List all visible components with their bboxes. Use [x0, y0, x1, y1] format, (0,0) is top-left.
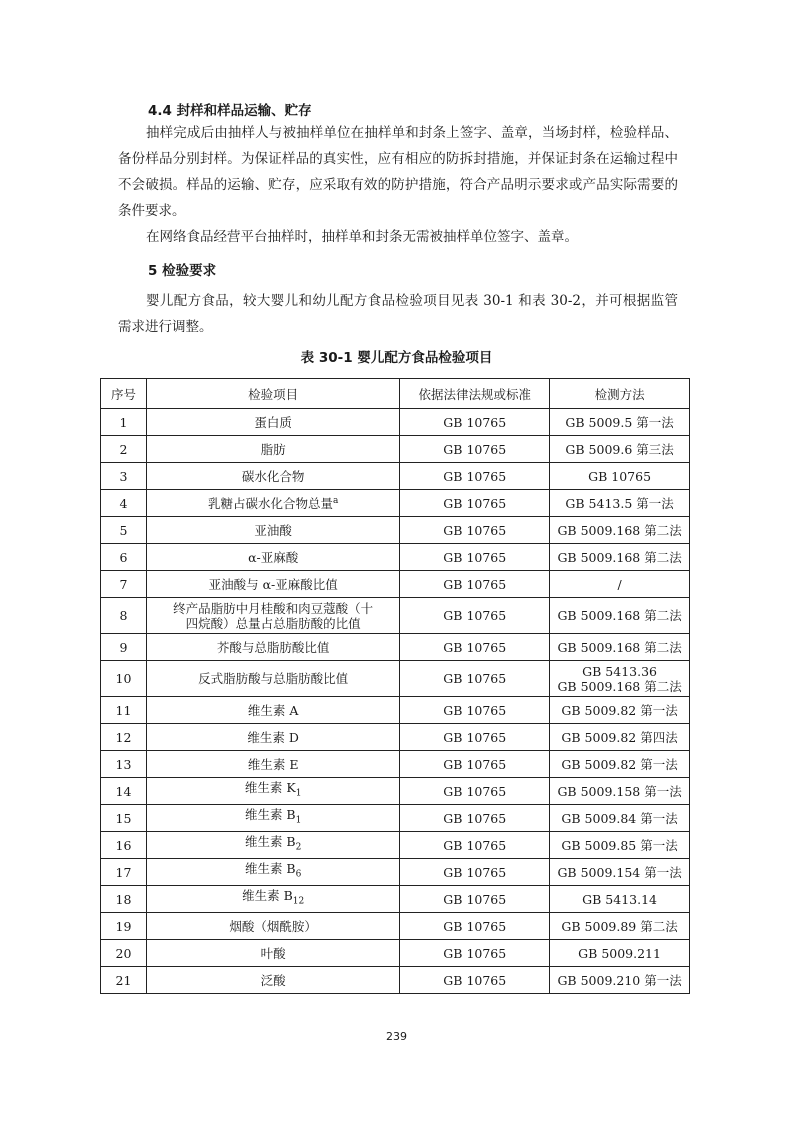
cell-method: [550, 859, 690, 886]
cell-no: [101, 697, 147, 724]
cell-item: [146, 724, 399, 751]
cell-method: [550, 544, 690, 571]
cell-standard-text: GB 10765: [443, 549, 507, 565]
cell-method: [550, 778, 690, 805]
cell-no: [101, 940, 147, 967]
table-row: [101, 859, 690, 886]
section-4-4-heading: 4.4 封样和样品运输、贮存: [148, 103, 312, 119]
cell-method-text: GB 5009.6 第三法: [565, 441, 674, 457]
cell-standard-text: GB 10765: [443, 837, 507, 853]
cell-method: [550, 751, 690, 778]
subscript: 2: [295, 842, 302, 853]
cell-item: [146, 697, 399, 724]
cell-method-text: GB 5009.84 第一法: [561, 810, 678, 826]
cell-method: [550, 517, 690, 544]
cell-method: [550, 634, 690, 661]
cell-method: [550, 697, 690, 724]
cell-standard-text: GB 10765: [443, 608, 507, 623]
cell-standard: [400, 409, 550, 436]
cell-item: [146, 751, 399, 778]
cell-item-text: 乳糖占碳水化合物总量: [207, 496, 333, 512]
table-row: [101, 913, 690, 940]
cell-no: [101, 634, 147, 661]
cell-method-text: GB 5009.168 第二法: [557, 639, 682, 655]
cell-no: [101, 661, 147, 697]
inspection-items-table: [100, 378, 690, 994]
subscript: 6: [295, 869, 302, 880]
cell-method: [550, 490, 690, 517]
table-row: [101, 661, 690, 697]
cell-standard-text: GB 10765: [443, 441, 507, 457]
cell-no: [101, 886, 147, 913]
table-header-row: [101, 379, 690, 409]
cell-item-text: 脂肪: [260, 441, 286, 457]
cell-no: [101, 967, 147, 994]
table-caption: 表 30-1 婴儿配方食品检验项目: [300, 350, 493, 366]
cell-item: [146, 778, 399, 805]
cell-method: [550, 724, 690, 751]
cell-no: [101, 517, 147, 544]
cell-item-text: 叶酸: [260, 945, 286, 961]
cell-item: [146, 490, 399, 517]
cell-item-text: 维生素 A: [247, 702, 299, 718]
cell-no: [101, 544, 147, 571]
cell-method: [550, 598, 690, 634]
cell-no: [101, 463, 147, 490]
cell-method: [550, 661, 690, 697]
cell-method-text: GB 5009.168 第二法: [557, 608, 682, 623]
header-method: 检测方法: [550, 379, 690, 409]
cell-standard: [400, 724, 550, 751]
cell-item-text: 四烷酸）总量占总脂肪酸的比值: [185, 615, 361, 631]
cell-standard: [400, 967, 550, 994]
cell-item: [146, 598, 399, 634]
header-item: 检验项目: [146, 379, 399, 409]
table-row: [101, 436, 690, 463]
cell-no-text: 11: [115, 702, 132, 718]
cell-standard-text: GB 10765: [443, 945, 507, 961]
cell-method-text: GB 5413.36: [582, 663, 657, 679]
cell-standard-text: GB 10765: [443, 495, 507, 511]
cell-method: [550, 571, 690, 598]
cell-method: [550, 409, 690, 436]
table-row: [101, 751, 690, 778]
cell-method-text: /: [617, 576, 622, 592]
cell-standard: [400, 859, 550, 886]
cell-standard-text: GB 10765: [443, 972, 507, 988]
cell-no: [101, 409, 147, 436]
cell-no: [101, 598, 147, 634]
cell-standard: [400, 436, 550, 463]
cell-item-text: 维生素 B: [244, 861, 296, 877]
cell-standard: [400, 832, 550, 859]
cell-item-text: 维生素 E: [247, 756, 299, 772]
cell-item: [146, 913, 399, 940]
cell-item: [146, 805, 399, 832]
cell-standard: [400, 544, 550, 571]
cell-no-text: 15: [115, 810, 132, 826]
cell-item-text: 碳水化合物: [241, 468, 305, 484]
cell-item: [146, 661, 399, 697]
subscript: 12: [292, 896, 305, 907]
cell-no-text: 20: [115, 945, 132, 961]
cell-no: [101, 913, 147, 940]
cell-method: [550, 832, 690, 859]
cell-standard: [400, 517, 550, 544]
cell-method-text: GB 5009.154 第一法: [557, 864, 682, 880]
table-row: [101, 517, 690, 544]
cell-standard: [400, 463, 550, 490]
cell-no: [101, 724, 147, 751]
section-5-heading: 5 检验要求: [148, 263, 217, 279]
cell-item-text: 维生素 B: [242, 888, 293, 904]
cell-item-text: 终产品脂肪中月桂酸和肉豆蔻酸（十: [173, 600, 374, 616]
cell-item-text: α-亚麻酸: [248, 549, 299, 565]
cell-no: [101, 859, 147, 886]
cell-standard: [400, 940, 550, 967]
table-row: [101, 598, 690, 634]
cell-method-text: GB 5009.82 第一法: [561, 702, 678, 718]
cell-method-text: GB 5009.168 第二法: [557, 678, 682, 694]
cell-no-text: 4: [119, 495, 128, 511]
cell-standard: [400, 778, 550, 805]
table-row: [101, 778, 690, 805]
cell-no-text: 3: [119, 468, 128, 484]
table-row: [101, 832, 690, 859]
cell-item-text: 维生素 B: [244, 807, 296, 823]
cell-standard-text: GB 10765: [443, 783, 507, 799]
cell-item-text: 亚油酸与 α-亚麻酸比值: [208, 576, 338, 592]
cell-standard: [400, 661, 550, 697]
cell-no-text: 6: [119, 549, 128, 565]
cell-no-text: 21: [115, 972, 132, 988]
cell-item-text: 芥酸与总脂肪酸比值: [216, 639, 330, 655]
cell-standard: [400, 886, 550, 913]
cell-item-text: 亚油酸: [254, 522, 292, 538]
cell-standard-text: GB 10765: [443, 891, 507, 907]
table-row: [101, 409, 690, 436]
cell-no-text: 18: [115, 891, 132, 907]
cell-no-text: 5: [119, 522, 128, 538]
cell-standard-text: GB 10765: [443, 702, 507, 718]
cell-standard: [400, 697, 550, 724]
cell-no-text: 10: [115, 671, 132, 686]
cell-no: [101, 805, 147, 832]
table-row: [101, 940, 690, 967]
table-row: [101, 490, 690, 517]
table-row: [101, 805, 690, 832]
cell-method-text: GB 5009.168 第二法: [557, 549, 682, 565]
cell-standard: [400, 490, 550, 517]
cell-standard: [400, 571, 550, 598]
section-4-4-paragraph-2: 在网络食品经营平台抽样时，抽样单和封条无需被抽样单位签字、盖章。: [146, 229, 578, 245]
table-row: [101, 967, 690, 994]
cell-item-text: 反式脂肪酸与总脂肪酸比值: [198, 671, 349, 686]
cell-item: [146, 409, 399, 436]
cell-no-text: 1: [119, 414, 128, 430]
cell-no-text: 8: [119, 608, 128, 623]
cell-method: [550, 940, 690, 967]
cell-no-text: 2: [119, 441, 128, 457]
cell-no-text: 17: [115, 864, 132, 880]
cell-no-text: 19: [115, 918, 132, 934]
cell-no: [101, 778, 147, 805]
cell-method-text: GB 5009.210 第一法: [557, 972, 682, 988]
cell-item: [146, 859, 399, 886]
cell-method-text: GB 5009.158 第一法: [557, 783, 682, 799]
cell-no-text: 13: [115, 756, 132, 772]
cell-standard: [400, 913, 550, 940]
cell-no-text: 16: [115, 837, 132, 853]
cell-item: [146, 544, 399, 571]
cell-no-text: 9: [119, 639, 128, 655]
table-row: [101, 544, 690, 571]
cell-standard-text: GB 10765: [443, 918, 507, 934]
cell-item: [146, 571, 399, 598]
cell-item: [146, 634, 399, 661]
table-row: [101, 697, 690, 724]
cell-method-text: GB 5413.14: [582, 891, 657, 907]
cell-method-text: GB 5413.5 第一法: [565, 495, 674, 511]
cell-no-text: 12: [115, 729, 132, 745]
cell-item-text: 维生素 K: [244, 780, 296, 796]
cell-item: [146, 967, 399, 994]
cell-method-text: GB 5009.5 第一法: [565, 414, 674, 430]
cell-method: [550, 886, 690, 913]
table-row: [101, 463, 690, 490]
cell-item-text: 蛋白质: [254, 414, 292, 430]
header-no: 序号: [101, 379, 147, 409]
cell-standard-text: GB 10765: [443, 468, 507, 484]
cell-standard: [400, 634, 550, 661]
cell-item: [146, 832, 399, 859]
cell-method-text: GB 5009.85 第一法: [561, 837, 678, 853]
subscript: 1: [295, 815, 302, 826]
cell-standard-text: GB 10765: [443, 576, 507, 592]
cell-standard-text: GB 10765: [443, 729, 507, 745]
table-row: [101, 724, 690, 751]
cell-method-text: GB 5009.82 第四法: [561, 729, 678, 745]
cell-item-text: 烟酸（烟酰胺）: [229, 918, 317, 934]
cell-standard-text: GB 10765: [443, 810, 507, 826]
page-number: 239: [386, 1030, 407, 1043]
cell-no-text: 14: [115, 783, 132, 799]
cell-item: [146, 517, 399, 544]
table-row: [101, 886, 690, 913]
cell-item-text: 维生素 B: [244, 834, 296, 850]
cell-standard-text: GB 10765: [443, 756, 507, 772]
cell-method: [550, 967, 690, 994]
cell-standard: [400, 751, 550, 778]
cell-no: [101, 751, 147, 778]
cell-method-text: GB 5009.211: [578, 945, 661, 961]
section-4-4-paragraph-1: 抽样完成后由抽样人与被抽样单位在抽样单和封条上签字、盖章，当场封样，检验样品、备份样品分别封样。为保证样品的真实性，应有相应的防拆封措施，并保证封条在运输过程中不会破损。样品的运输、贮存，应采取有效的防护措施，符合产品明示要求或产品实际需要的条件要求。: [118, 125, 678, 219]
cell-no: [101, 571, 147, 598]
cell-item: [146, 886, 399, 913]
subscript: 1: [295, 788, 302, 799]
cell-no: [101, 436, 147, 463]
cell-no: [101, 832, 147, 859]
cell-standard-text: GB 10765: [443, 522, 507, 538]
cell-method-text: GB 10765: [588, 468, 652, 484]
table-row: [101, 634, 690, 661]
cell-item-text: 泛酸: [260, 972, 286, 988]
cell-method: [550, 463, 690, 490]
cell-method-text: GB 5009.89 第二法: [561, 918, 678, 934]
cell-method: [550, 436, 690, 463]
cell-standard-text: GB 10765: [443, 864, 507, 880]
cell-item: [146, 463, 399, 490]
cell-standard-text: GB 10765: [443, 671, 507, 686]
cell-method-text: GB 5009.82 第一法: [561, 756, 678, 772]
cell-standard-text: GB 10765: [443, 639, 507, 655]
section-5-paragraph: 婴儿配方食品，较大婴儿和幼儿配方食品检验项目见表 30-1 和表 30-2，并可根据监管需求进行调整。: [118, 293, 678, 335]
cell-standard: [400, 805, 550, 832]
cell-no: [101, 490, 147, 517]
cell-method-text: GB 5009.168 第二法: [557, 522, 682, 538]
cell-method: [550, 913, 690, 940]
header-standard: 依据法律法规或标准: [400, 379, 550, 409]
cell-item: [146, 940, 399, 967]
cell-method: [550, 805, 690, 832]
cell-standard: [400, 598, 550, 634]
cell-item: [146, 436, 399, 463]
table-row: [101, 571, 690, 598]
cell-standard-text: GB 10765: [443, 414, 507, 430]
footnote-marker: a: [332, 496, 339, 507]
cell-item-text: 维生素 D: [247, 729, 299, 745]
cell-no-text: 7: [119, 576, 128, 592]
